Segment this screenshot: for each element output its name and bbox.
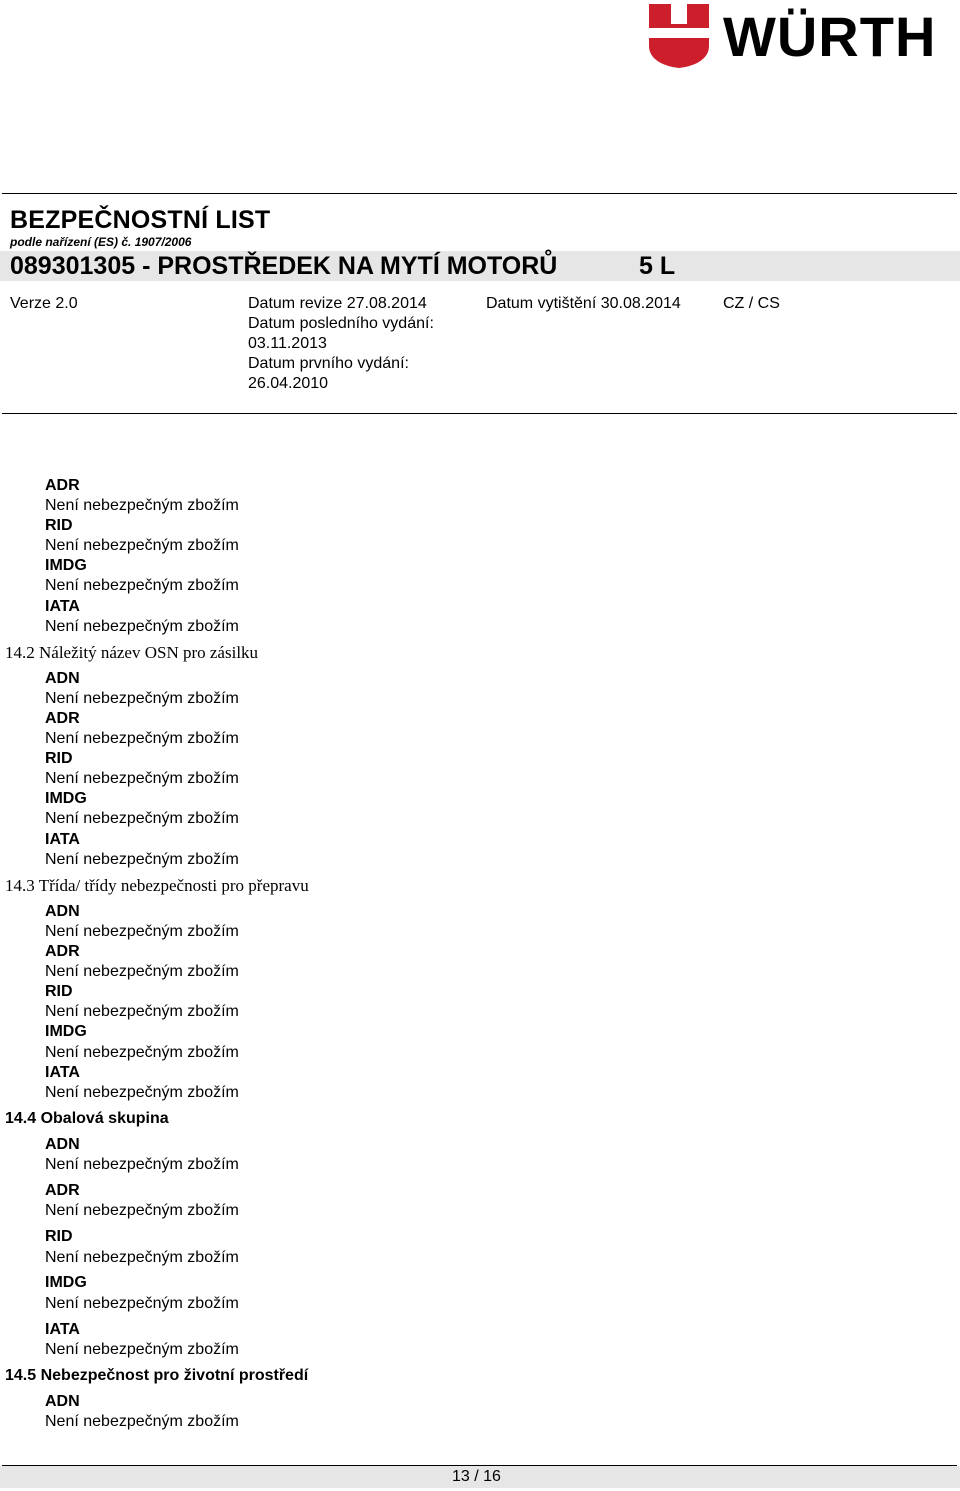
revision-date: Datum revize 27.08.2014	[248, 295, 427, 312]
last-issue-label: Datum posledního vydání:	[248, 315, 434, 332]
transport-label: ADR	[45, 710, 80, 727]
transport-label: ADR	[45, 477, 80, 494]
transport-label: IMDG	[45, 1274, 87, 1291]
transport-label: ADR	[45, 1182, 80, 1199]
revision-dates	[248, 294, 434, 394]
transport-label: RID	[45, 983, 73, 1000]
header-bottom-rule	[2, 413, 957, 414]
section-heading-14-3: 14.3 Třída/ třídy nebezpečnosti pro přepravu	[5, 876, 309, 895]
transport-value: Není nebezpečným zbožím	[45, 730, 239, 747]
transport-value: Není nebezpečným zbožím	[45, 1202, 239, 1219]
transport-value: Není nebezpečným zbožím	[45, 1249, 239, 1266]
transport-label: IATA	[45, 1064, 80, 1081]
transport-value: Není nebezpečným zbožím	[45, 1003, 239, 1020]
product-quantity: 5 L	[639, 252, 676, 280]
transport-value: Není nebezpečným zbožím	[45, 1295, 239, 1312]
transport-label: RID	[45, 1228, 73, 1245]
transport-label: ADN	[45, 1136, 80, 1153]
transport-label: ADN	[45, 903, 80, 920]
transport-value: Není nebezpečným zbožím	[45, 770, 239, 787]
transport-value: Není nebezpečným zbožím	[45, 1413, 239, 1430]
transport-value: Není nebezpečným zbožím	[45, 497, 239, 514]
transport-label: IMDG	[45, 557, 87, 574]
transport-value: Není nebezpečným zbožím	[45, 618, 239, 635]
transport-value: Není nebezpečným zbožím	[45, 923, 239, 940]
locale: CZ / CS	[723, 295, 780, 312]
transport-label: RID	[45, 517, 73, 534]
transport-label: ADN	[45, 1393, 80, 1410]
transport-label: IMDG	[45, 790, 87, 807]
transport-value: Není nebezpečným zbožím	[45, 851, 239, 868]
transport-label: IMDG	[45, 1023, 87, 1040]
transport-value: Není nebezpečným zbožím	[45, 577, 239, 594]
regulation-subtitle: podle nařízení (ES) č. 1907/2006	[10, 235, 192, 249]
version: Verze 2.0	[10, 295, 78, 312]
print-date: Datum vytištění 30.08.2014	[486, 295, 681, 312]
transport-value: Není nebezpečným zbožím	[45, 690, 239, 707]
transport-label: RID	[45, 750, 73, 767]
transport-label: IATA	[45, 1321, 80, 1338]
header-top-rule	[2, 193, 957, 194]
first-issue-label: Datum prvního vydání:	[248, 355, 409, 372]
transport-label: ADR	[45, 943, 80, 960]
transport-value: Není nebezpečným zbožím	[45, 537, 239, 554]
transport-value: Není nebezpečným zbožím	[45, 810, 239, 827]
transport-value: Není nebezpečným zbožím	[45, 1044, 239, 1061]
transport-value: Není nebezpečným zbožím	[45, 1341, 239, 1358]
transport-value: Není nebezpečným zbožím	[45, 963, 239, 980]
transport-label: ADN	[45, 670, 80, 687]
wurth-logo	[649, 2, 957, 68]
product-name: 089301305 - PROSTŘEDEK NA MYTÍ MOTORŮ	[10, 252, 558, 280]
transport-value: Není nebezpečným zbožím	[45, 1084, 239, 1101]
document-title: BEZPEČNOSTNÍ LIST	[10, 206, 271, 234]
transport-value: Není nebezpečným zbožím	[45, 1156, 239, 1173]
section-heading-14-5: 14.5 Nebezpečnost pro životní prostředí	[5, 1367, 309, 1384]
first-issue-date: 26.04.2010	[248, 375, 329, 392]
page-number: 13 / 16	[452, 1468, 501, 1485]
transport-label: IATA	[45, 831, 80, 848]
last-issue-date: 03.11.2013	[248, 335, 327, 352]
svg-text:WÜRTH: WÜRTH	[723, 5, 937, 68]
section-heading-14-2: 14.2 Náležitý název OSN pro zásilku	[5, 643, 259, 662]
section-heading-14-4: 14.4 Obalová skupina	[5, 1110, 169, 1127]
transport-label: IATA	[45, 598, 80, 615]
